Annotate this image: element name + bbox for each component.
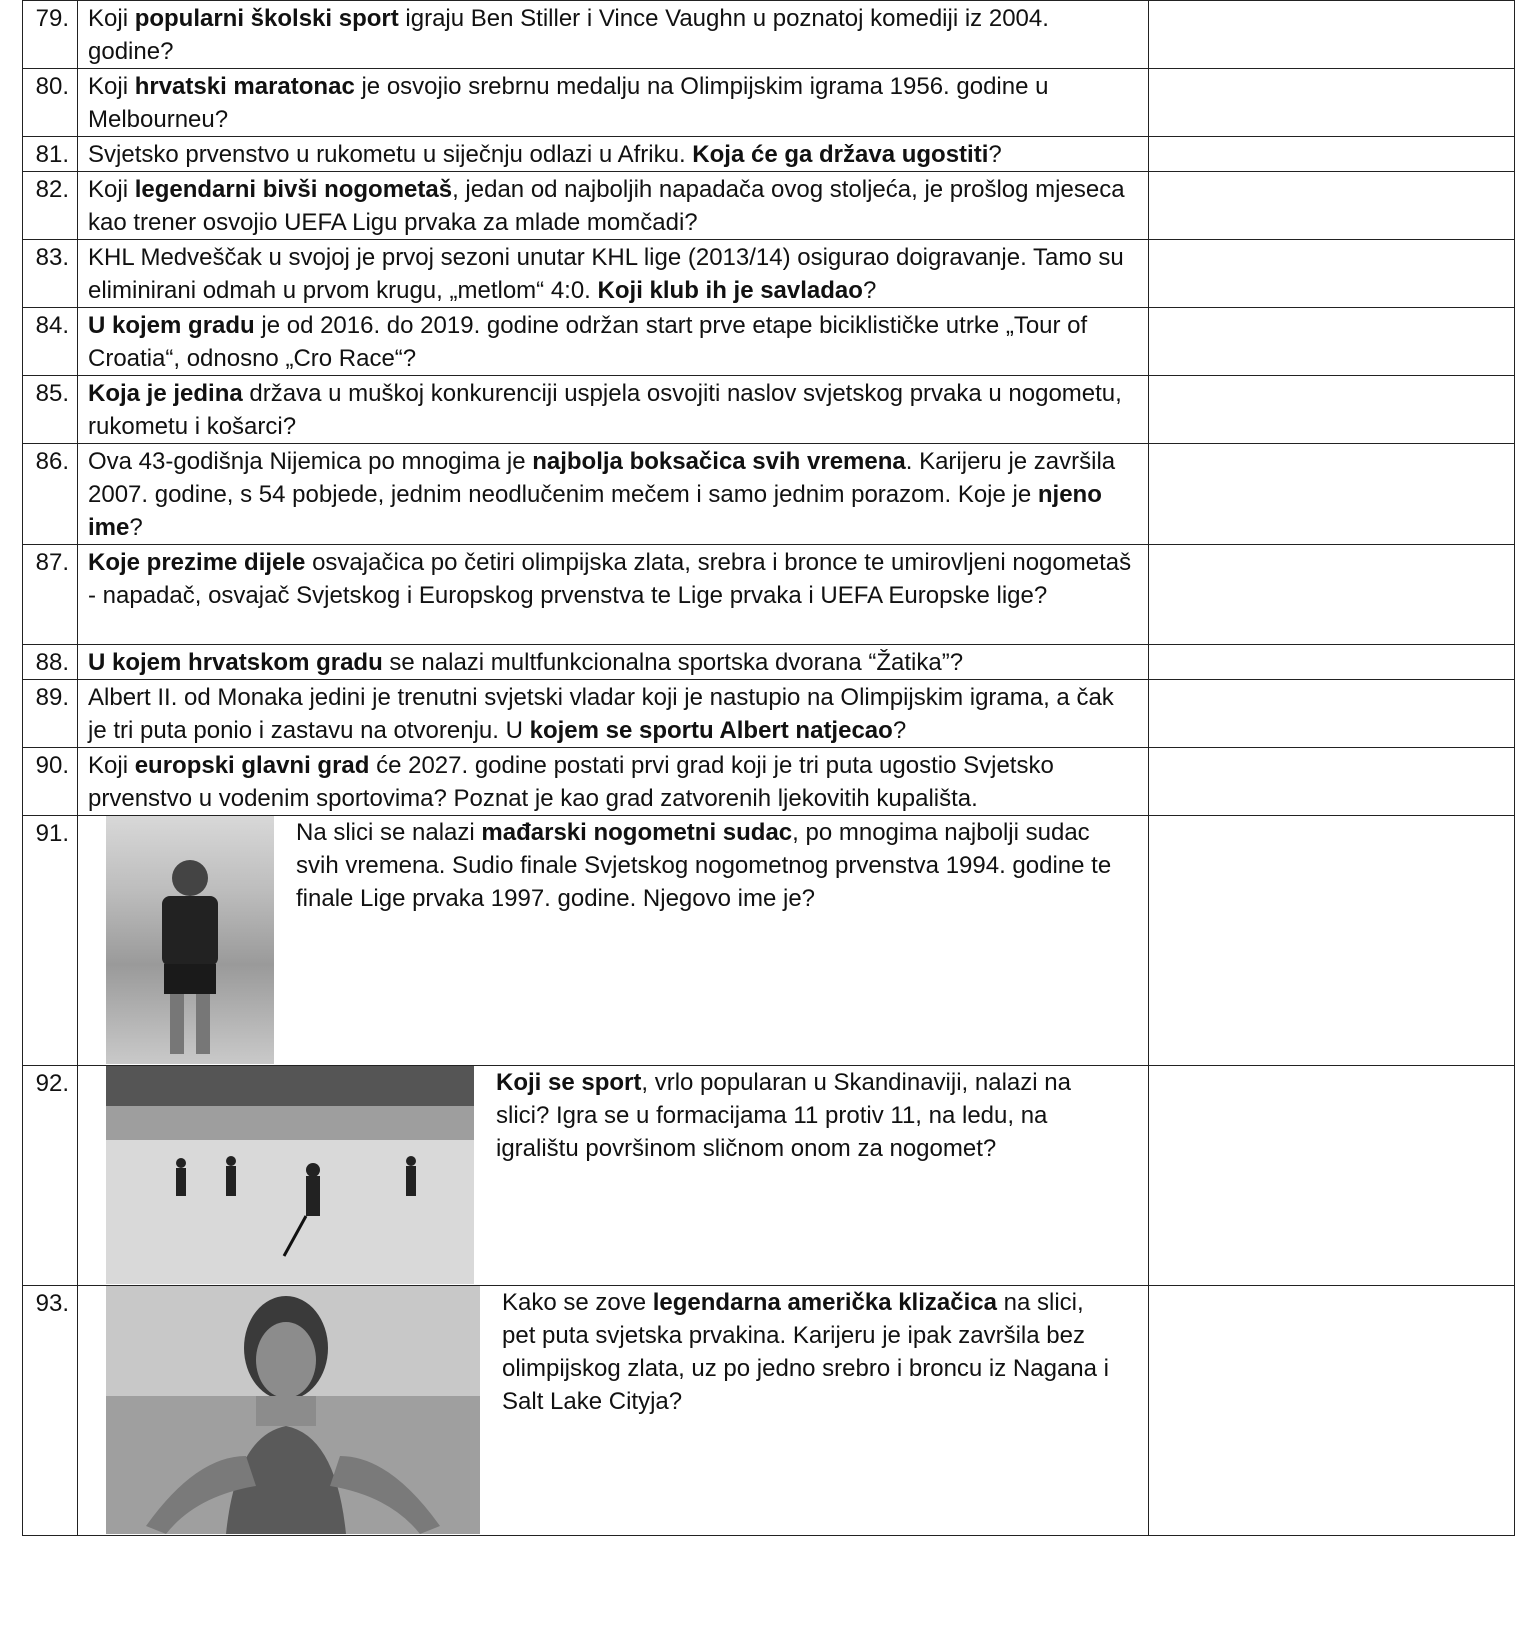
question-number: 82. [23,172,78,240]
answer-cell[interactable] [1149,1066,1515,1286]
image-question-cell [78,1066,1149,1286]
question-text-part: se nalazi multfunkcionalna sportska dvorana “Žatika”? [382,649,964,676]
skater-photo-illustration [106,1286,480,1534]
question-text-part: Kako se zove [502,1289,653,1316]
image-question-cell [78,1286,1149,1536]
question-text [496,1066,1116,1284]
question-text-part: igraju Ben Stiller i Vince Vaughn u poznatoj komediji iz 2004. godine? [88,5,1049,65]
question-text-part: Ova 43-godišnja Nijemica po mnogima je [88,448,533,475]
question-row [23,172,1515,240]
question-text-part: Koji [88,752,135,779]
question-text [78,376,1149,444]
question-number: 79. [23,1,78,69]
question-text [78,748,1149,816]
quiz-rows [23,1,1515,1536]
question-emphasis: U kojem hrvatskom gradu [88,649,383,676]
question-text-part: je osvojio srebrnu medalju na Olimpijskim igrama 1956. godine u Melbourneu? [88,73,1049,133]
answer-cell[interactable] [1149,444,1515,545]
question-emphasis: Koji klub ih je savladao [597,277,863,304]
answer-cell[interactable] [1149,645,1515,680]
question-text [78,680,1149,748]
question-text-part: Na slici se nalazi [296,819,482,846]
question-text [502,1286,1122,1534]
question-number: 83. [23,240,78,308]
answer-cell[interactable] [1149,172,1515,240]
question-text-part: , jedan od najboljih napadača ovog stoljeća, je prošlog mjeseca kao trener osvojio UEFA Ligu prvaka za mlade momčadi? [88,176,1125,236]
question-text [78,1,1149,69]
question-text [78,240,1149,308]
question-row [23,748,1515,816]
image-question-row [23,816,1515,1066]
question-number: 88. [23,645,78,680]
answer-cell[interactable] [1149,376,1515,444]
bandy-photo-illustration [106,1066,474,1284]
question-text-part: ? [988,141,1002,168]
question-text-part: ? [129,514,143,541]
question-text-part: . Karijeru je završila 2007. godine, s 54 pobjede, jednim neodlučenim mečem i samo jednim porazom. Koje je [88,448,1116,508]
image-question-row [23,1066,1515,1286]
answer-cell[interactable] [1149,545,1515,645]
question-text-part: ? [892,717,907,744]
question-number: 89. [23,680,78,748]
question-row [23,308,1515,376]
answer-cell[interactable] [1149,308,1515,376]
question-number: 87. [23,545,78,645]
question-text [78,545,1149,645]
question-row [23,545,1515,645]
question-number: 84. [23,308,78,376]
answer-cell[interactable] [1149,816,1515,1066]
question-text-part: osvajačica po četiri olimpijska zlata, srebra i bronce te umirovljeni nogometaš - napadač, osvajač Svjetskog i Europskog prvenstva te Lige prvaka i UEFA Europske lige? [88,549,1132,609]
question-row [23,1,1515,69]
image-question-row [23,1286,1515,1536]
question-text-part: KHL Medveščak u svojoj je prvoj sezoni unutar KHL lige (2013/14) osigurao doigravanje. Tamo su eliminirani odmah u prvom krugu, „metlom“ 4:0. [88,244,1124,304]
referee-photo-illustration [106,816,274,1064]
question-text-part: Albert II. od Monaka jedini je trenutni svjetski vladar koji je nastupio na Olimpijskim igrama, a čak je tri puta ponio i zastavu na otvorenju. U [88,684,1114,744]
question-emphasis: legendarni bivši nogometaš [134,176,453,203]
question-row [23,444,1515,545]
answer-cell[interactable] [1149,240,1515,308]
question-text-part: Koji [88,5,135,32]
question-number: 91. [23,816,78,1066]
quiz-table [22,0,1515,1536]
question-text [78,69,1149,137]
question-emphasis: mađarski nogometni sudac [481,819,793,846]
question-number: 93. [23,1286,78,1536]
question-number: 90. [23,748,78,816]
question-text [78,308,1149,376]
question-number: 85. [23,376,78,444]
question-emphasis: europski glavni grad [134,752,370,779]
bandy-photo [106,1066,474,1284]
image-question-cell [78,816,1149,1066]
question-text-part: država u muškoj konkurenciji uspjela osvojiti naslov svjetskog prvaka u nogometu, rukometu i košarci? [88,380,1122,440]
question-text [78,645,1149,680]
question-number: 86. [23,444,78,545]
question-text [78,172,1149,240]
answer-cell[interactable] [1149,1,1515,69]
question-text-part: , vrlo popularan u Skandinaviji, nalazi na slici? Igra se u formacijama 11 protiv 11, na ledu, na igralištu površinom sličnom onom za nogomet? [496,1069,1071,1162]
question-row [23,240,1515,308]
question-text-part: je od 2016. do 2019. godine održan start prve etape biciklističke utrke „Tour of Croatia“, odnosno „Cro Race“? [88,312,1088,372]
question-text-part: na slici, pet puta svjetska prvakina. Karijeru je ipak završila bez olimpijskog zlata, uz po jedno srebro i broncu iz Nagana i Salt Lake Cityja? [502,1289,1109,1415]
question-text [296,816,1116,1064]
question-emphasis: najbolja boksačica svih vremena [532,448,906,475]
question-text-part: Koji [88,176,135,203]
question-text-part: Koji [88,73,135,100]
question-text-part: će 2027. godine postati prvi grad koji je tri puta ugostio Svjetsko prvenstvo u vodenim sportovima? Poznat je kao grad zatvorenih ljekovitih kupališta. [88,752,1054,812]
question-emphasis: popularni školski sport [134,5,399,32]
question-number: 92. [23,1066,78,1286]
skater-photo [106,1286,480,1534]
question-number: 80. [23,69,78,137]
question-text-part: ? [862,277,877,304]
question-emphasis: Koje prezime dijele [88,549,306,576]
answer-cell[interactable] [1149,748,1515,816]
question-emphasis: legendarna američka klizačica [652,1289,997,1316]
question-emphasis: Koja će ga država ugostiti [692,141,989,168]
question-emphasis: hrvatski maratonac [134,73,355,100]
question-row [23,645,1515,680]
answer-cell[interactable] [1149,680,1515,748]
question-emphasis: njeno ime [88,481,1102,541]
question-row [23,376,1515,444]
question-text [78,137,1149,172]
question-row [23,69,1515,137]
question-emphasis: Koji se sport [496,1069,642,1096]
question-number: 81. [23,137,78,172]
answer-cell[interactable] [1149,1286,1515,1536]
referee-photo [106,816,274,1064]
question-row [23,137,1515,172]
question-emphasis: U kojem gradu [88,312,255,339]
question-text-part: Svjetsko prvenstvo u rukometu u siječnju odlazi u Afriku. [88,141,693,168]
question-emphasis: Koja je jedina [88,380,243,407]
question-text [78,444,1149,545]
answer-cell[interactable] [1149,137,1515,172]
question-emphasis: kojem se sportu Albert natjecao [529,717,893,744]
question-row [23,680,1515,748]
answer-cell[interactable] [1149,69,1515,137]
question-text-part: , po mnogima najbolji sudac svih vremena. Sudio finale Svjetskog nogometnog prvenstva 1994. godine te finale Lige prvaka 1997. godine. Njegovo ime je? [296,819,1112,912]
